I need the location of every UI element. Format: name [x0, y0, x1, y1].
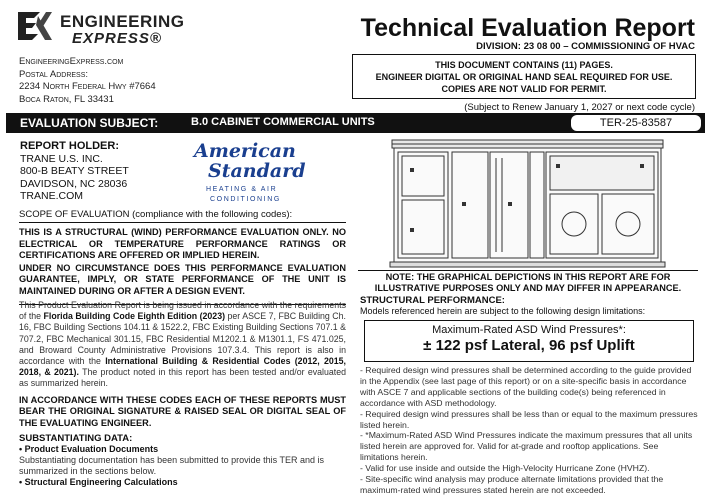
structural-performance — [360, 295, 700, 317]
notice-line-1: THIS DOCUMENT CONTAINS (11) PAGES. — [435, 60, 613, 70]
graphics-disclaimer-line-2: ILLUSTRATIVE PURPOSES ONLY AND MAY DIFFER IN APPEARANCE. — [374, 283, 682, 293]
notice-line-3: COPIES ARE NOT VALID FOR PERMIT. — [441, 84, 607, 94]
ter-number-badge: TER-25-83587 — [571, 115, 701, 131]
company-website[interactable]: EngineeringExpress.com — [19, 56, 124, 67]
substantiating-item-1-text: Substantiating documentation has been submitted to provide this TER and is summarized in the sections below. — [19, 455, 325, 476]
design-note: - Site-specific wind analysis may produce alternate limitations provided that the maximum-rated wind pressures stated herein are not exceeded. — [360, 474, 664, 495]
evaluation-subject-bar — [6, 113, 705, 133]
design-limitation-notes — [360, 365, 698, 496]
evaluation-subject-value: B.0 CABINET COMMERCIAL UNITS — [191, 116, 375, 128]
design-note: - Required design wind pressures shall be determined according to the guide provided in the Appendix (see last page of this report) or on a site-specific basis in accordance with ASCE 7 and applicable sections of the building code(s) being referenced in accordance with ASD methodology. — [360, 365, 692, 408]
structural-intro: Models referenced herein are subject to the following design limitations: — [360, 306, 646, 316]
brand-tagline-1: HEATING & AIR — [206, 186, 278, 193]
scope-of-evaluation — [19, 209, 346, 305]
issuance-code-international: International Building & Residential Codes (2012, 2015, 2018, & 2021). — [19, 356, 346, 378]
hvac-unit-drawing — [390, 138, 665, 268]
issuance-code-florida: Florida Building Code Eighth Edition (2023) — [43, 311, 226, 322]
brand-tagline-2: CONDITIONING — [210, 196, 281, 203]
wind-pressure-title: Maximum-Rated ASD Wind Pressures*: — [432, 324, 626, 336]
seal-requirement-paragraph: IN ACCORDANCE WITH THESE CODES EACH OF THESE REPORTS MUST BEAR THE ORIGINAL SIGNATURE & RAISED SEAL OR DIGITAL SEAL OF THE EVALUATING ENGINEER. — [19, 395, 346, 428]
substantiating-title: SUBSTANTIATING DATA: — [19, 433, 133, 444]
division-label: DIVISION: 23 08 00 – COMMISSIONING OF HVAC — [476, 41, 695, 52]
company-address — [19, 56, 156, 106]
postal-address-label: Postal Address: — [19, 68, 89, 80]
page-title: Technical Evaluation Report — [360, 14, 695, 42]
american-standard-logo — [188, 140, 318, 212]
brand-name-line-2: Standard — [208, 160, 306, 182]
logo-text-express: EXPRESS® — [72, 30, 162, 47]
postal-city: Boca Raton, FL 33431 — [19, 93, 114, 105]
brand-name-line-1: American — [194, 140, 296, 162]
issuance-text-b: per ASCE 7, FBC Building Ch. 16, FBC Building Sections 104.11 & 1522.2, FBC Existing Building Sections 707.1 & 707.2, FBC Mechanical 301.15, FBC Residential M1202.1 & M1301.1, FS 471.025, and Broward County Administrative Provisions 107.3.4. This report is also in accordance with the — [19, 311, 346, 367]
report-holder-street: 800-B BEATY STREET — [20, 165, 129, 177]
evaluation-subject-label: EVALUATION SUBJECT: — [20, 116, 159, 130]
notice-line-2: ENGINEER DIGITAL OR ORIGINAL HAND SEAL REQUIRED FOR USE. — [375, 72, 673, 82]
report-holder-name: TRANE U.S. INC. — [20, 152, 103, 165]
wind-pressure-box — [364, 320, 694, 362]
substantiating-item-2: • Structural Engineering Calculations — [19, 477, 178, 487]
report-holder-city: DAVIDSON, NC 28036 — [20, 177, 128, 190]
design-note: - *Maximum-Rated ASD Wind Pressures indicate the maximum pressures that all units listed herein are approved for. Valid for at-grade and rooftop applications. See limitations herein. — [360, 430, 693, 463]
report-holder — [20, 140, 129, 203]
substantiating-data — [19, 433, 346, 488]
graphics-disclaimer-line-1: NOTE: THE GRAPHICAL DEPICTIONS IN THIS REPORT ARE FOR — [385, 272, 671, 282]
substantiating-item-1: • Product Evaluation Documents — [19, 444, 159, 454]
report-issuance-paragraph — [19, 300, 346, 390]
scope-title: SCOPE OF EVALUATION (compliance with the following codes): — [19, 209, 346, 223]
postal-street: 2234 North Federal Hwy #7664 — [19, 81, 156, 92]
design-note: - Valid for use inside and outside the High-Velocity Hurricane Zone (HVHZ). — [360, 463, 650, 474]
scope-paragraph-2: UNDER NO CIRCUMSTANCE DOES THIS PERFORMANCE EVALUATION GUARANTEE, IMPLY, OR STATE PERFORMANCE OF THE UNIT IS MAINTAINED DURING OR AFTER A DESIGN EVENT. — [19, 262, 346, 296]
renewal-note: (Subject to Renew January 1, 2027 or next code cycle) — [464, 102, 695, 113]
structural-title: STRUCTURAL PERFORMANCE: — [360, 295, 505, 306]
design-note: - Required design wind pressures shall be less than or equal to the maximum pressures listed herein. — [360, 408, 698, 430]
logo-text-engineering: ENGINEERING — [60, 12, 185, 31]
engineering-express-logo — [14, 8, 194, 48]
report-holder-web[interactable]: TRANE.COM — [20, 190, 83, 202]
report-holder-heading: REPORT HOLDER: — [20, 140, 119, 152]
issuance-text-a: This Product Evaluation Report is being issued in accordance with the requirements of the — [19, 300, 346, 322]
graphics-disclaimer — [358, 270, 698, 294]
issuance-text-c: The product noted in this report has been tested and/or evaluated as summarized herein. — [19, 367, 346, 389]
ex-logo-icon — [14, 8, 54, 44]
document-notice-box — [352, 54, 696, 99]
wind-pressure-value: ± 122 psf Lateral, 96 psf Uplift — [423, 337, 635, 354]
scope-paragraph-1: THIS IS A STRUCTURAL (WIND) PERFORMANCE EVALUATION ONLY. NO ELECTRICAL OR TEMPERATURE PERFORMANCE RATINGS OR CERTIFICATIONS ARE OFFERED OR IMPLIED HEREIN. — [19, 227, 346, 261]
